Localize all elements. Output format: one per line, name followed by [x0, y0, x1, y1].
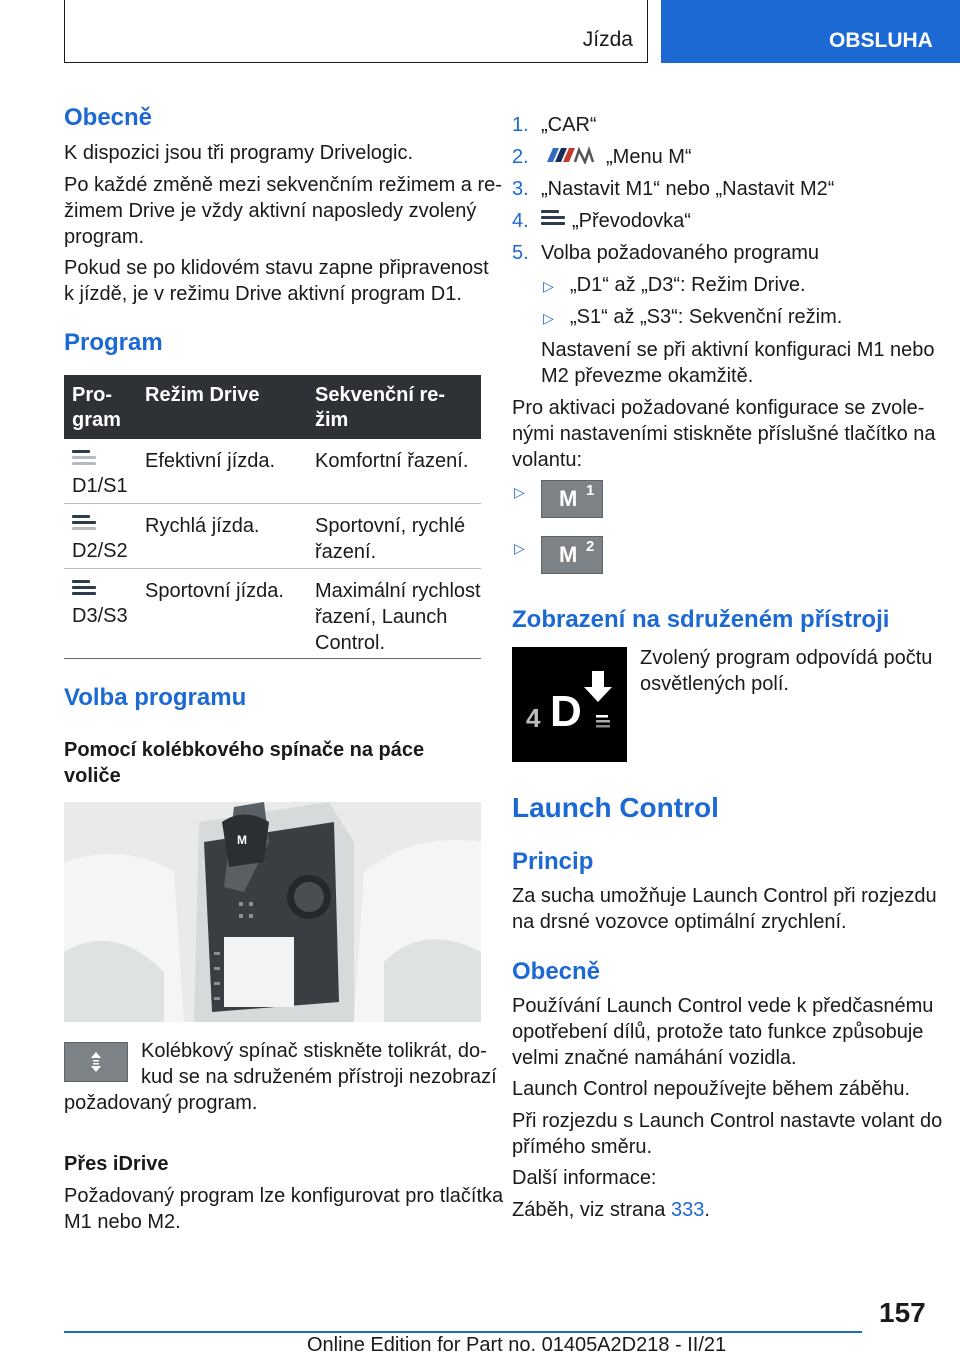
paragraph: k jízdě, je v režimu Drive aktivní program D1.	[64, 283, 462, 305]
m-logo-icon	[541, 146, 597, 164]
table-cell-seq: řazení.	[315, 541, 377, 563]
step-number: 3.	[512, 178, 529, 200]
step-text: „Převodovka“	[572, 210, 691, 232]
paragraph: Launch Control nepoužívejte během záběhu.	[512, 1078, 911, 1100]
paragraph: Záběh, viz strana 333.	[512, 1199, 710, 1221]
rocker-switch-icon	[64, 1042, 128, 1082]
step-number: 2.	[512, 146, 529, 168]
bullet-triangle-icon: ▷	[543, 310, 554, 326]
paragraph: K dispozici jsou tři programy Drivelogic.	[64, 142, 414, 164]
heading-zobrazeni: Zobrazení na sdruženém přístroji	[512, 606, 890, 633]
step-note: M2 převezme okamžitě.	[541, 365, 754, 387]
note-text: kud se na sdruženém přístroji nezobrazí	[141, 1066, 497, 1088]
footer-divider	[64, 1331, 862, 1333]
paragraph: Za sucha umožňuje Launch Control při rozjezdu	[512, 885, 937, 907]
table-cell-program: D2/S2	[72, 540, 128, 562]
header-tab[interactable]	[661, 0, 960, 63]
step-text: „Menu M“	[606, 146, 692, 168]
table-cell-drive: Rychlá jízda.	[145, 515, 260, 537]
table-divider	[64, 658, 481, 659]
rocker-arrows-icon	[65, 1043, 127, 1081]
header-tab-label: OBSLUHA	[829, 29, 933, 52]
paragraph: osvětlených polí.	[640, 673, 789, 695]
table-cell-seq: řazení, Launch	[315, 606, 448, 628]
paragraph: Pro aktivaci požadované konfigurace se zvole‐	[512, 397, 925, 419]
drivelogic-2-icon	[72, 515, 96, 533]
bullet-triangle-icon: ▷	[514, 484, 525, 500]
table-divider	[64, 568, 481, 569]
paragraph: program.	[64, 226, 145, 248]
page-link[interactable]: 333	[670, 1199, 705, 1221]
paragraph: žimem Drive je vždy aktivní naposledy zvolený	[64, 200, 477, 222]
note-text: Kolébkový spínač stiskněte tolikrát, do‐	[141, 1040, 487, 1062]
m1-button-icon[interactable]: M 1	[541, 480, 603, 518]
paragraph: Používání Launch Control vede k předčasnému	[512, 995, 934, 1017]
table-cell-program: D1/S1	[72, 475, 128, 497]
table-cell-seq: Komfortní řazení.	[315, 450, 469, 472]
heading-program: Program	[64, 329, 163, 356]
gear-selector-illustration	[64, 802, 481, 1022]
table-header-seq: Sekvenční re‐ žim	[315, 384, 446, 431]
paragraph: Požadovaný program lze konfigurovat pro tlačítka	[64, 1185, 504, 1207]
subheading: Pomocí kolébkového spínače na páce	[64, 739, 425, 761]
step-text: „CAR“	[541, 114, 597, 136]
table-cell-drive: Efektivní jízda.	[145, 450, 276, 472]
step-note: Nastavení se při aktivní konfiguraci M1 nebo	[541, 339, 935, 361]
step-number: 5.	[512, 242, 529, 264]
m2-button-icon[interactable]: M 2	[541, 536, 603, 574]
gear-selector-photo	[64, 802, 481, 1022]
table-cell-seq: Sportovní, rychlé	[315, 515, 466, 537]
gearbox-icon	[541, 210, 565, 228]
paragraph: přímého směru.	[512, 1136, 653, 1158]
paragraph: volantu:	[512, 449, 583, 471]
heading-volba-programu: Volba programu	[64, 684, 247, 711]
svg-text:M: M	[237, 833, 247, 847]
bullet-triangle-icon: ▷	[514, 540, 525, 556]
sub-item: „D1“ až „D3“: Režim Drive.	[570, 274, 806, 296]
heading-obecne: Obecně	[64, 104, 153, 131]
cluster-display-image: 4 D	[512, 647, 627, 762]
subheading: Přes iDrive	[64, 1153, 169, 1175]
m-stripes-icon	[541, 146, 597, 164]
paragraph: Po každé změně mezi sekvenčním režimem a re‐	[64, 174, 502, 196]
table-header	[64, 375, 481, 439]
paragraph: Další informace:	[512, 1167, 657, 1189]
paragraph: velmi značné namáhání vozidla.	[512, 1047, 797, 1069]
sub-item: „S1“ až „S3“: Sekvenční režim.	[570, 306, 843, 328]
footer-edition: Online Edition for Part no. 01405A2D218 - II/21	[307, 1334, 727, 1356]
bullet-triangle-icon: ▷	[543, 278, 554, 294]
table-divider	[64, 503, 481, 504]
drivelogic-1-icon	[72, 450, 96, 468]
paragraph: M1 nebo M2.	[64, 1211, 181, 1233]
header-section-title: Jízda	[582, 28, 633, 51]
paragraph: Zvolený program odpovídá počtu	[640, 647, 933, 669]
table-header-program: Pro‐ gram	[72, 384, 121, 431]
table-cell-drive: Sportovní jízda.	[145, 580, 284, 602]
step-number: 1.	[512, 114, 529, 136]
heading-princip: Princip	[512, 848, 594, 875]
paragraph: Při rozjezdu s Launch Control nastavte volant do	[512, 1110, 943, 1132]
table-header-drive: Režim Drive	[145, 384, 260, 406]
page-number: 157	[879, 1297, 926, 1328]
paragraph: nými nastaveními stiskněte příslušné tlačítko na	[512, 423, 936, 445]
heading-obecne-2: Obecně	[512, 958, 601, 985]
paragraph: Pokud se po klidovém stavu zapne připravenost	[64, 257, 489, 279]
step-number: 4.	[512, 210, 529, 232]
step-text: „Nastavit M1“ nebo „Nastavit M2“	[541, 178, 835, 200]
table-cell-program: D3/S3	[72, 605, 128, 627]
header-section-box	[64, 0, 648, 63]
note-text: požadovaný program.	[64, 1092, 258, 1114]
subheading: voliče	[64, 765, 121, 787]
table-cell-seq: Control.	[315, 632, 386, 654]
drivelogic-3-icon	[72, 580, 96, 598]
step-text: Volba požadovaného programu	[541, 242, 819, 264]
heading-launch-control: Launch Control	[512, 792, 719, 823]
paragraph: opotřebení dílů, protože tato funkce způsobuje	[512, 1021, 924, 1043]
paragraph: na drsné vozovce optimální zrychlení.	[512, 911, 847, 933]
table-cell-seq: Maximální rychlost	[315, 580, 481, 602]
